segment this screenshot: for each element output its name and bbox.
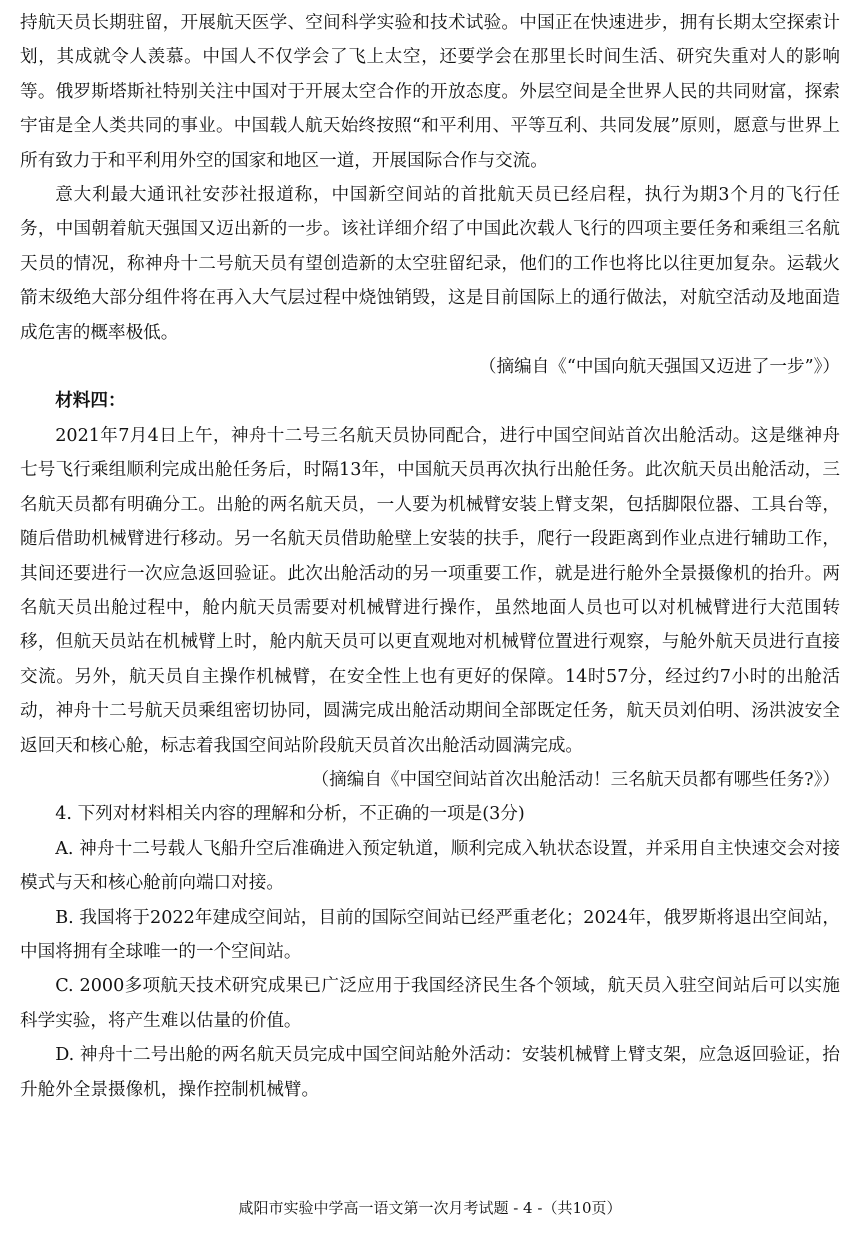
material-three-paragraph-2: 意大利最大通讯社安莎社报道称，中国新空间站的首批航天员已经启程，执行为期3个月的飞行任务，中国朝着航天强国又迈出新的一步。该社详细介绍了中国此次载人飞行的四项主要任务和乘组三名航天员的情况，称神舟十二号航天员有望创造新的太空驻留纪录，他们的工作也将比以往更加复杂。运载火箭末级绝大部分组件将在再入大气层过程中烧蚀销毁，这是目前国际上的通行做法，对航空活动及地面造成危害的概率极低。 (20, 185, 840, 343)
question-4-option-d: D. 神舟十二号出舱的两名航天员完成中国空间站舱外活动：安装机械臂上臂支架，应急返回验证，抬升舱外全景摄像机，操作控制机械臂。 (20, 1045, 840, 1100)
material-three-source: （摘编自《“中国向航天强国又迈进了一步”》） (478, 357, 840, 378)
material-four-heading: 材料四： (55, 390, 126, 412)
question-4-option-a: A. 神舟十二号载人飞船升空后准确进入预定轨道，顺利完成入轨状态设置，并采用自主快速交会对接模式与天和核心舱前向端口对接。 (20, 838, 840, 894)
question-4-option-b: B. 我国将于2022年建成空间站，目前的国际空间站已经严重老化；2024年，俄罗斯将退出空间站，中国将拥有全球唯一的一个空间站。 (20, 907, 840, 962)
page-footer: 咸阳市实验中学高一语文第一次月考试题 - 4 -（共10页） (238, 1199, 622, 1217)
question-4-stem: 4. 下列对材料相关内容的理解和分析，不正确的一项是(3分) (55, 804, 525, 825)
question-4-option-c: C. 2000多项航天技术研究成果已广泛应用于我国经济民生各个领域，航天员入驻空间站后可以实施科学实验，将产生难以估量的价值。 (20, 976, 840, 1031)
material-four-source: （摘编自《中国空间站首次出舱活动！三名航天员都有哪些任务?》） (311, 769, 840, 790)
material-three-paragraph-1: 持航天员长期驻留，开展航天医学、空间科学实验和技术试验。中国正在快速进步，拥有长期太空探索计划，其成就令人羡慕。中国人不仅学会了飞上太空，还要学会在那里长时间生活、研究失重对人的影响等。俄罗斯塔斯社特别关注中国对于开展太空合作的开放态度。外层空间是全世界人民的共同财富，探索宇宙是全人类共同的事业。中国载人航天始终按照“和平利用、平等互利、共同发展”原则，愿意与世界上所有致力于和平利用外空的国家和地区一道，开展国际合作与交流。 (20, 13, 840, 171)
material-four-paragraph: 2021年7月4日上午，神舟十二号三名航天员协同配合，进行中国空间站首次出舱活动。这是继神舟七号飞行乘组顺利完成出舱任务后，时隔13年，中国航天员再次执行出舱任务。此次航天员出舱活动，三名航天员都有明确分工。出舱的两名航天员，一人要为机械臂安装上臂支架，包括脚限位器、工具台等，随后借助机械臂进行移动。另一名航天员借助舱壁上安装的扶手，爬行一段距离到作业点进行辅助工作，其间还要进行一次应急返回验证。此次出舱活动的另一项重要工作，就是进行舱外全景摄像机的抬升。两名航天员出舱过程中，舱内航天员需要对机械臂进行操作，虽然地面人员也可以对机械臂进行大范围转移，但航天员站在机械臂上时，舱内航天员可以更直观地对机械臂位置进行观察，与舱外航天员进行直接交流。另外，航天员自主操作机械臂，在安全性上也有更好的保障。14时57分，经过约7小时的出舱活动，神舟十二号航天员乘组密切协同，圆满完成出舱活动期间全部既定任务，航天员刘伯明、汤洪波安全返回天和核心舱，标志着我国空间站阶段航天员首次出舱活动圆满完成。 (20, 425, 840, 756)
